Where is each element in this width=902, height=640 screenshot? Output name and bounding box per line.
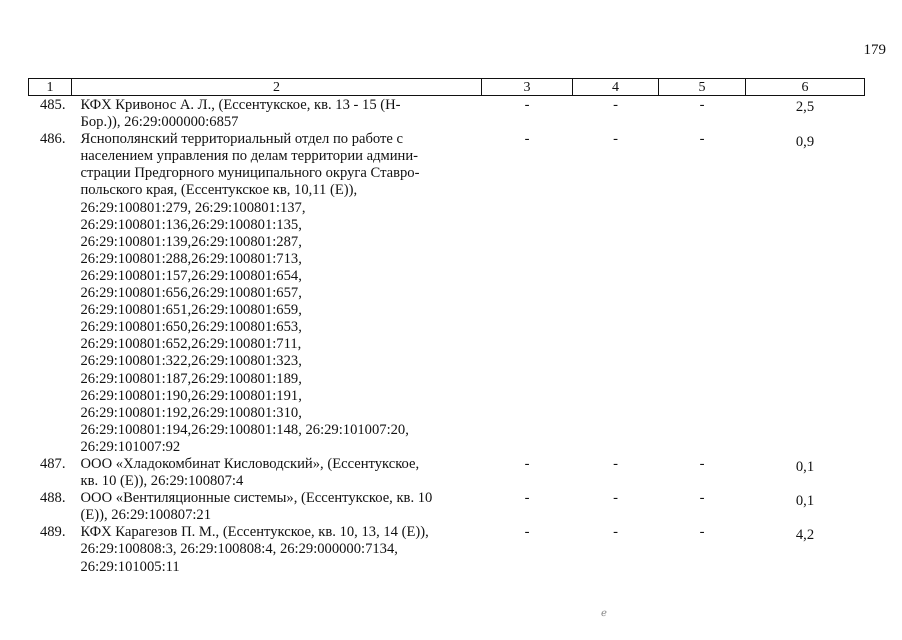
description-line: страции Предгорного муниципального округа Ставро- — [80, 165, 420, 182]
cell-c6: 0,9 — [795, 134, 815, 151]
description-line: Яснополянский территориальный отдел по работе с — [80, 131, 404, 148]
cell-c6: 4,2 — [795, 527, 815, 544]
description-line: 26:29:100801:136,26:29:100801:135, — [80, 216, 302, 233]
description-line: 26:29:100801:192,26:29:100801:310, — [80, 404, 302, 421]
description-line: 26:29:100801:279, 26:29:100801:137, — [80, 199, 306, 216]
column-header-6: 6 — [746, 79, 865, 96]
cell-c3: - — [524, 455, 530, 472]
cell-c5: - — [699, 131, 705, 148]
table-row — [29, 131, 865, 456]
description-line: 26:29:100801:650,26:29:100801:653, — [80, 319, 302, 336]
description-line: ООО «Вентиляционные системы», (Ессентукское, кв. 10 — [80, 490, 433, 507]
row-number: 486. — [39, 131, 66, 148]
description-line: 26:29:100801:322,26:29:100801:323, — [80, 353, 302, 370]
cell-c6: 0,1 — [795, 458, 815, 475]
description-line: 26:29:100801:288,26:29:100801:713, — [80, 250, 302, 267]
cell-c5: - — [699, 455, 705, 472]
row-number: 487. — [39, 455, 66, 472]
row-number: 485. — [39, 97, 66, 113]
description-line: 26:29:100801:194,26:29:100801:148, 26:29:101007:20, — [80, 421, 409, 438]
column-header-1: 1 — [29, 79, 72, 96]
cell-c3: - — [524, 97, 530, 113]
cell-c3: - — [524, 131, 530, 148]
description-line: 26:29:100801:656,26:29:100801:657, — [80, 285, 302, 302]
cell-c3: - — [524, 490, 530, 507]
cell-c5: - — [699, 97, 705, 113]
table-header-row — [29, 79, 865, 96]
description-line: 26:29:100801:139,26:29:100801:287, — [80, 233, 302, 250]
cell-c6: 0,1 — [795, 493, 815, 510]
cell-c5: - — [699, 490, 705, 507]
description-line: кв. 10 (Е)), 26:29:100807:4 — [80, 473, 244, 490]
cell-c4: - — [613, 131, 618, 148]
row-description — [72, 524, 482, 575]
land-plots-table — [28, 78, 865, 576]
row-number: 488. — [39, 490, 66, 507]
description-line: КФХ Кривонос А. Л., (Ессентукское, кв. 13 - 15 (Н- — [80, 97, 401, 113]
description-line: польского края, (Ессентукское кв, 10,11 (Е)), — [80, 182, 358, 199]
description-line: 26:29:100801:190,26:29:100801:191, — [80, 387, 302, 404]
cell-c4: - — [613, 524, 618, 541]
description-line: 26:29:100801:652,26:29:100801:711, — [80, 336, 302, 353]
row-description — [72, 96, 482, 132]
description-line: 26:29:100801:187,26:29:100801:189, — [80, 370, 302, 387]
row-number: 489. — [39, 524, 66, 541]
cell-c5: - — [699, 524, 705, 541]
table-row — [29, 490, 865, 524]
column-header-5: 5 — [659, 79, 746, 96]
table-body — [29, 96, 865, 576]
scan-mark: ℯ — [601, 608, 607, 619]
cell-c4: - — [613, 490, 618, 507]
description-line: 26:29:101007:92 — [80, 438, 181, 455]
cell-c4: - — [613, 97, 618, 113]
table-row — [29, 96, 865, 132]
description-line: 26:29:101005:11 — [80, 558, 180, 575]
column-header-3: 3 — [482, 79, 573, 96]
description-line: Бор.)), 26:29:000000:6857 — [80, 114, 239, 131]
description-line: населением управления по делам территории админи- — [80, 148, 419, 165]
cell-c4: - — [613, 455, 618, 472]
page-number: 179 — [863, 42, 886, 58]
description-line: (Е)), 26:29:100807:21 — [80, 507, 212, 524]
row-description — [72, 456, 482, 490]
description-line: КФХ Карагезов П. М., (Ессентукское, кв. 10, 13, 14 (Е)), — [80, 524, 429, 541]
cell-c3: - — [524, 524, 530, 541]
description-line: ООО «Хладокомбинат Кисловодский», (Ессентукское, — [80, 455, 420, 472]
table-row — [29, 524, 865, 575]
column-header-4: 4 — [573, 79, 659, 96]
description-line: 26:29:100801:157,26:29:100801:654, — [80, 267, 302, 284]
row-description — [72, 131, 482, 456]
description-line: 26:29:100801:651,26:29:100801:659, — [80, 302, 302, 319]
description-line: 26:29:100808:3, 26:29:100808:4, 26:29:000000:7134, — [80, 541, 398, 558]
column-header-2: 2 — [72, 79, 482, 96]
table-row — [29, 456, 865, 490]
cell-c6: 2,5 — [795, 99, 815, 115]
row-description — [72, 490, 482, 524]
